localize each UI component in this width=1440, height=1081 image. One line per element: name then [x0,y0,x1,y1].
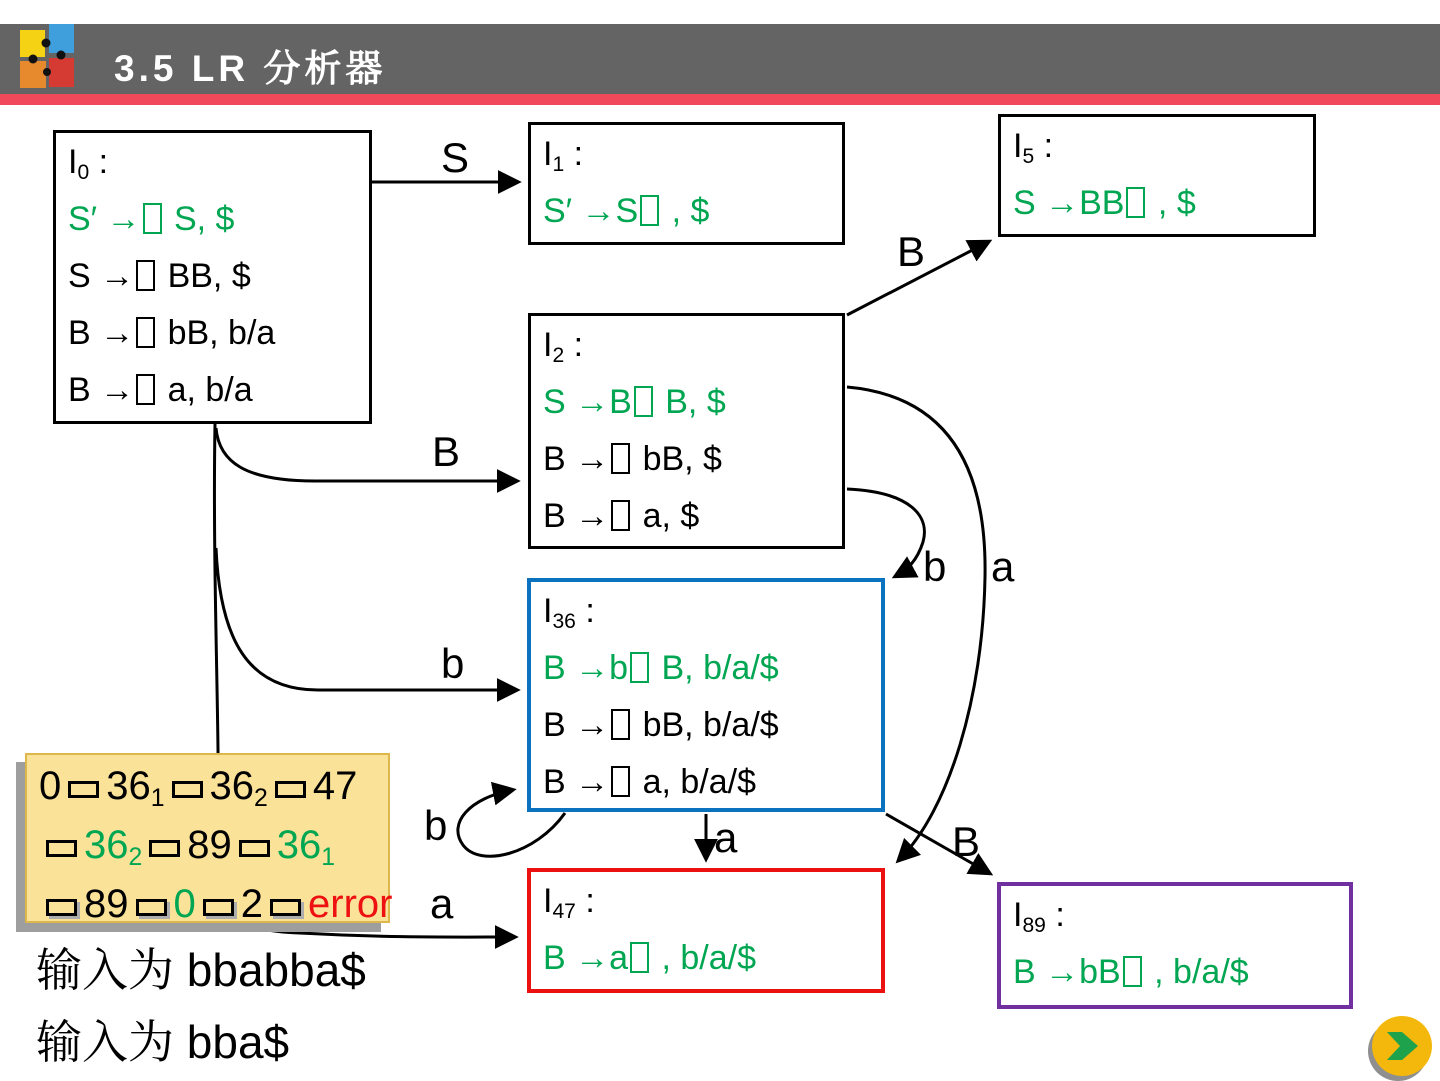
edge-i0-i2 [216,428,516,481]
production: B → a, b/a/$ [543,763,756,801]
state-title: $I_{36}$ : [543,592,595,633]
dot-placeholder [630,652,649,683]
dot-placeholder [143,203,162,234]
step-placeholder [275,781,306,798]
state-title: $I_{89}$ : [1013,896,1065,937]
state-title: $I_5$ : [1013,127,1054,168]
step-placeholder [68,781,99,798]
dot-placeholder [1123,956,1142,987]
state-box-i36 [527,578,885,812]
production: B → a, $ [543,497,700,535]
dot-placeholder [136,317,155,348]
dot-placeholder [136,374,155,405]
step-placeholder [239,840,270,857]
state-box-i0 [53,130,372,424]
production: B → bB, $ [543,440,722,478]
state-title: $I_1$ : [543,135,584,176]
edge-label-s: S [441,134,470,181]
edge-i2-i36 [847,489,924,576]
production: B → a, b/a [68,371,253,409]
dot-placeholder [611,500,630,531]
production: S′ → S, $ [68,200,235,238]
dot-placeholder [611,443,630,474]
production: S′ →S , $ [543,192,710,230]
step-placeholder [46,899,77,916]
state-title: $I_0$ : [68,143,109,184]
dot-placeholder [1126,187,1145,218]
step-placeholder [46,840,77,857]
edge-label-a-i2-i47: a [991,543,1015,590]
dot-placeholder [640,195,659,226]
edge-label-b-i2-i5: B [897,228,926,275]
trace-line-1: 0 $36_1$ $36_2$ 47 [39,764,358,812]
production: B →a , b/a/$ [543,939,757,977]
state-title: $I_2$ : [543,326,584,367]
edge-label-b-i2-i36: b [923,543,947,590]
input-string-2: 输入为 bba$ [36,1016,290,1068]
edge-label-a-left: a [430,880,454,927]
production: S →B B, $ [543,383,726,421]
next-slide-button[interactable] [1372,1016,1432,1076]
edge-label-a-i36-i47: a [714,814,738,861]
step-placeholder [203,899,234,916]
production: B → bB, b/a [68,314,276,352]
dot-placeholder [634,386,653,417]
dot-placeholder [630,942,649,973]
input-string-1: 输入为 bbabba$ [36,944,366,996]
state-box-i5 [998,114,1316,237]
step-placeholder [172,781,203,798]
dot-placeholder [611,766,630,797]
dot-placeholder [611,709,630,740]
production: B →b B, b/a/$ [543,649,779,687]
error-label: error [308,882,393,926]
state-box-i47 [527,868,885,993]
puzzle-logo-icon [18,22,76,93]
edge-label-b-i36-i89: B [952,818,981,865]
edge-i0-i36 [216,548,516,690]
double-chevron-right-icon [1372,1016,1432,1076]
state-box-i89 [997,882,1353,1009]
step-placeholder [149,840,180,857]
edge-label-b-upper: B [432,428,461,475]
production: B →bB , b/a/$ [1013,953,1249,991]
production: B → bB, b/a/$ [543,706,779,744]
trace-line-2: $36_2$ 89 $36_1$ [39,816,388,875]
page-title: 3.5 LR 分析器 [114,48,387,89]
state-box-i1 [528,122,845,245]
header-accent-stripe [0,94,1440,105]
step-placeholder [270,899,301,916]
state-title: $I_{47}$ : [543,882,595,923]
state-box-i2 [528,313,845,549]
production: S →BB , $ [1013,184,1196,222]
trace-line-3: 89 0 2 error [39,875,388,934]
step-placeholder [136,899,167,916]
edge-label-b-loop: b [424,802,448,849]
parse-trace-note [25,753,393,926]
dot-placeholder [136,260,155,291]
production: S → BB, $ [68,257,251,295]
edge-label-b-lower: b [441,640,465,687]
